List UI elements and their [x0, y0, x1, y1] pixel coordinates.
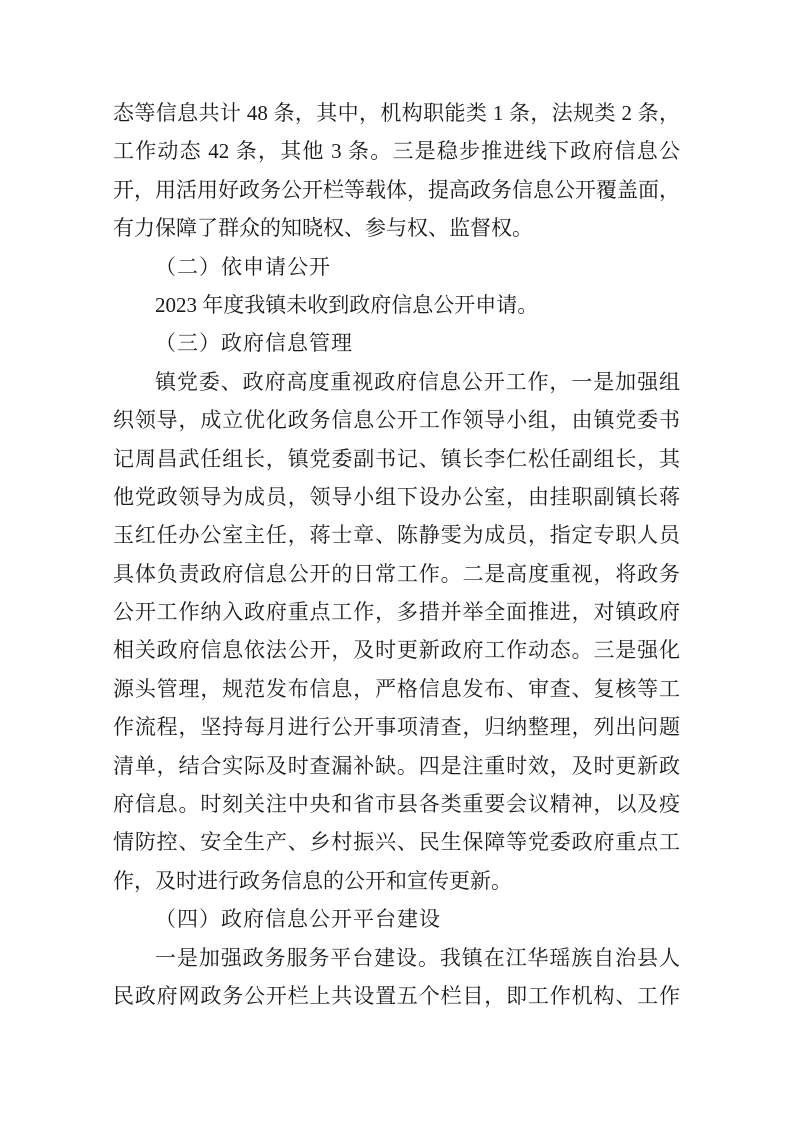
section-heading: （二）依申请公开 [155, 254, 331, 279]
text-line: 工作动态 42 条，其他 3 条。三是稳步推进线下政府信息公 [113, 139, 680, 164]
text-line: 情防控、安全生产、乡村振兴、民生保障等党委政府重点工 [113, 830, 680, 855]
text-line: 府信息。时刻关注中央和省市县各类重要会议精神，以及疫 [113, 792, 680, 817]
section-heading: （四）政府信息公开平台建设 [155, 907, 441, 932]
heading-section-2 [113, 248, 680, 286]
para-application-disclosure [113, 286, 680, 324]
text-line: 具体负责政府信息公开的日常工作。二是高度重视，将政务 [113, 561, 680, 586]
text-line: 2023 年度我镇未收到政府信息公开申请。 [155, 292, 539, 317]
text-line: 记周昌武任组长，镇党委副书记、镇长李仁松任副组长，其 [113, 446, 680, 471]
text-line: 玉红任办公室主任，蒋士章、陈静雯为成员，指定专职人员 [113, 523, 680, 548]
text-line: 有力保障了群众的知晓权、参与权、监督权。 [113, 216, 533, 241]
para-information-management [113, 363, 680, 900]
text-line: 镇党委、政府高度重视政府信息公开工作，一是加强组 [155, 369, 680, 394]
text-line: 他党政领导为成员，领导小组下设办公室，由挂职副镇长蒋 [113, 484, 680, 509]
text-line: 一是加强政务服务平台建设。我镇在江华瑶族自治县人 [155, 945, 680, 970]
text-line: 作流程，坚持每月进行公开事项清查，归纳整理，列出问题 [113, 715, 680, 740]
text-line: 民政府网政务公开栏上共设置五个栏目，即工作机构、工作 [113, 983, 680, 1008]
para-online-disclosure-continued [113, 94, 680, 248]
text-line: 相关政府信息依法公开，及时更新政府工作动态。三是强化 [113, 638, 680, 663]
text-line: 作，及时进行政务信息的公开和宣传更新。 [113, 868, 512, 893]
text-line: 源头管理，规范发布信息，严格信息发布、审查、复核等工 [113, 676, 680, 701]
heading-section-3 [113, 324, 680, 362]
para-platform-construction [113, 939, 680, 1016]
heading-section-4 [113, 900, 680, 938]
document-text-block [113, 94, 680, 1015]
section-heading: （三）政府信息管理 [155, 331, 353, 356]
text-line: 态等信息共计 48 条，其中，机构职能类 1 条，法规类 2 条， [113, 101, 680, 125]
text-line: 清单，结合实际及时查漏补缺。四是注重时效，及时更新政 [113, 753, 680, 778]
text-line: 织领导，成立优化政务信息公开工作领导小组，由镇党委书 [113, 408, 680, 433]
text-line: 开，用活用好政务公开栏等载体，提高政务信息公开覆盖面， [113, 177, 680, 202]
text-line: 公开工作纳入政府重点工作，多措并举全面推进，对镇政府 [113, 600, 680, 625]
